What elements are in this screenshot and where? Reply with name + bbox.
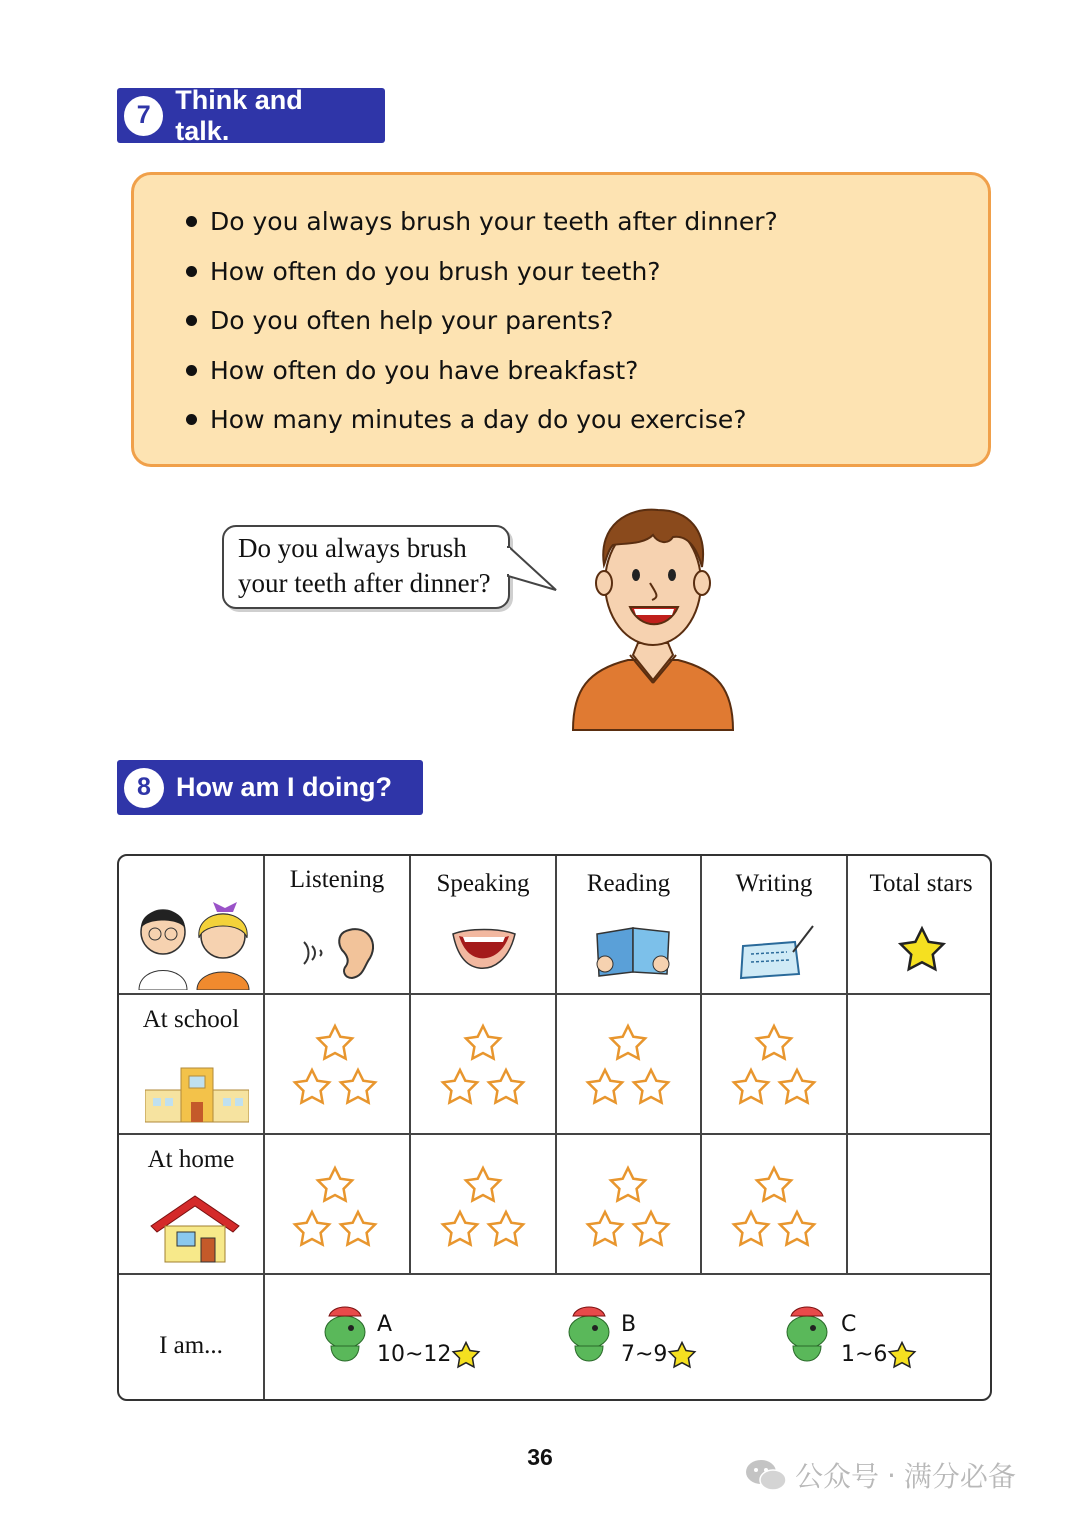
section-7-header <box>117 84 385 146</box>
watermark <box>745 1455 1016 1495</box>
dinosaur-icon <box>779 1302 835 1374</box>
star-rating-icon <box>435 1164 531 1254</box>
bullet-icon <box>186 315 197 326</box>
section-7-number: 7 <box>124 96 163 136</box>
house-icon <box>149 1192 241 1266</box>
assessment-table <box>117 854 992 1401</box>
row-label-at-school: At school <box>142 1006 240 1033</box>
star-rating-icon <box>580 1164 676 1254</box>
ear-icon <box>294 920 384 984</box>
star-rating-icon <box>287 1022 383 1112</box>
gold-star-icon <box>897 924 947 974</box>
gold-star-icon <box>451 1340 481 1370</box>
star-rating-icon <box>726 1022 822 1112</box>
section-8-header <box>117 760 423 815</box>
wechat-icon <box>745 1458 787 1492</box>
header-writing: Writing <box>735 870 813 897</box>
kids-icon <box>133 894 255 990</box>
gold-star-icon <box>667 1340 697 1370</box>
bullet-icon <box>186 365 197 376</box>
question-item: How often do you brush your teeth? <box>186 247 988 297</box>
boy-illustration <box>568 505 738 735</box>
question-item: How many minutes a day do you exercise? <box>186 395 988 445</box>
bullet-icon <box>186 216 197 227</box>
star-rating-icon <box>726 1164 822 1254</box>
row-label-i-am: I am... <box>159 1332 223 1359</box>
star-rating-icon <box>580 1022 676 1112</box>
question-item: Do you always brush your teeth after dinner? <box>186 197 988 247</box>
question-item: How often do you have breakfast? <box>186 346 988 396</box>
header-total-stars: Total stars <box>869 870 973 897</box>
section-8-title: How am I doing? <box>176 772 392 802</box>
row-label-at-home: At home <box>147 1146 235 1173</box>
gold-star-icon <box>887 1340 917 1370</box>
questions-box <box>131 172 991 467</box>
rating-c: C 1~6 <box>841 1310 917 1370</box>
section-7-title: Think and talk. <box>175 84 303 146</box>
book-reading-icon <box>589 920 679 980</box>
page-number: 36 <box>527 1444 553 1470</box>
header-listening: Listening <box>289 866 385 893</box>
speech-tail-icon <box>500 546 560 596</box>
mouth-icon <box>449 924 519 974</box>
section-8-number: 8 <box>124 768 164 808</box>
rating-a: A 10~12 <box>377 1310 481 1370</box>
bullet-icon <box>186 414 197 425</box>
speech-line-1: Do you always brush <box>238 533 467 563</box>
watermark-label: 公众号 <box>795 1460 880 1493</box>
watermark-name: 满分必备 <box>903 1460 1016 1493</box>
speech-bubble <box>222 525 510 609</box>
star-rating-icon <box>287 1164 383 1254</box>
school-building-icon <box>145 1062 249 1124</box>
bullet-icon <box>186 266 197 277</box>
star-rating-icon <box>435 1022 531 1112</box>
dinosaur-icon <box>317 1302 373 1374</box>
speech-line-2: your teeth after dinner? <box>238 568 491 598</box>
dinosaur-icon <box>561 1302 617 1374</box>
question-item: Do you often help your parents? <box>186 296 988 346</box>
rating-b: B 7~9 <box>621 1310 697 1370</box>
header-speaking: Speaking <box>436 870 530 897</box>
writing-pad-icon <box>737 922 817 982</box>
header-reading: Reading <box>586 870 671 897</box>
watermark-separator: · <box>887 1458 896 1492</box>
